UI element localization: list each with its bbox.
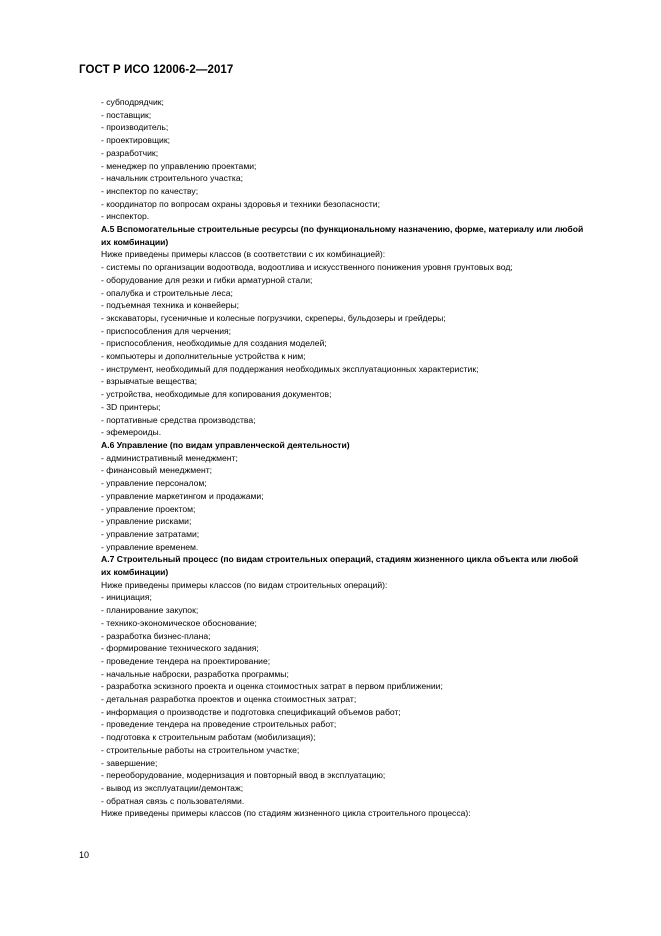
list-item: - инициация; xyxy=(101,592,152,603)
page-number: 10 xyxy=(79,850,90,860)
list-item: - проведение тендера на проведение строительных работ; xyxy=(101,719,337,730)
list-item: - вывод из эксплуатации/демонтаж; xyxy=(101,782,244,793)
list-item: - приспособления для черчения; xyxy=(101,325,232,336)
list-item: - проведение тендера на проектирование; xyxy=(101,655,271,666)
list-item: - разработка бизнес-плана; xyxy=(101,630,211,641)
list-item: - разработка эскизного проекта и оценка стоимостных затрат в первом приближении; xyxy=(101,681,443,692)
section-heading-a7: А.7 Строительный процесс (по видам строительных операций, стадиям жизненного цикла объекта или любой их комбинации) xyxy=(101,554,579,578)
list-item: - компьютеры и дополнительные устройства к ним; xyxy=(101,351,306,362)
list-item: - инспектор по качеству; xyxy=(101,185,199,196)
list-item: - переоборудование, модернизация и повторный ввод в эксплуатацию; xyxy=(101,770,386,781)
list-item: - управление рисками; xyxy=(101,516,192,527)
list-item: - эфемероиды. xyxy=(101,427,162,438)
list-item: - начальные наброски, разработка программы; xyxy=(101,668,289,679)
section-intro-a7: Ниже приведены примеры классов (по видам строительных операций): xyxy=(101,579,388,590)
list-item: - оборудование для резки и гибки арматурной стали; xyxy=(101,274,313,285)
section-outro-a7: Ниже приведены примеры классов (по стадиям жизненного цикла строительного процесса): xyxy=(101,808,471,819)
list-item: - подъемная техника и конвейеры; xyxy=(101,300,240,311)
list-item: - управление затратами; xyxy=(101,528,200,539)
list-item: - разработчик; xyxy=(101,147,159,158)
list-item: - технико-экономическое обоснование; xyxy=(101,617,257,628)
list-item: - формирование технического задания; xyxy=(101,643,259,654)
list-item: - административный менеджмент; xyxy=(101,452,238,463)
list-item: - планирование закупок; xyxy=(101,605,199,616)
list-item: - экскаваторы, гусеничные и колесные погрузчики, скреперы, бульдозеры и грейдеры; xyxy=(101,312,446,323)
list-item: - портативные средства производства; xyxy=(101,414,256,425)
list-item: - координатор по вопросам охраны здоровья и техники безопасности; xyxy=(101,198,380,209)
list-item: - информация о производстве и подготовка спецификаций объемов работ; xyxy=(101,706,401,717)
list-item: - устройства, необходимые для копирования документов; xyxy=(101,389,332,400)
list-item: - начальник строительного участка; xyxy=(101,173,243,184)
list-item: - взрывчатые вещества; xyxy=(101,376,198,387)
list-item: - детальная разработка проектов и оценка стоимостных затрат; xyxy=(101,694,357,705)
list-item: - финансовый менеджмент; xyxy=(101,465,213,476)
section-heading-a6: А.6 Управление (по видам управленческой деятельности) xyxy=(101,439,350,450)
document-header: ГОСТ Р ИСО 12006-2—2017 xyxy=(79,64,234,76)
list-item: - проектировщик; xyxy=(101,135,170,146)
list-item: - строительные работы на строительном участке; xyxy=(101,744,300,755)
list-item: - приспособления, необходимые для создания моделей; xyxy=(101,338,327,349)
list-item: - 3D принтеры; xyxy=(101,401,161,412)
list-item: - обратная связь с пользователями. xyxy=(101,795,245,806)
list-item: - управление маркетингом и продажами; xyxy=(101,490,264,501)
list-item: - завершение; xyxy=(101,757,158,768)
list-block-a7 xyxy=(79,591,589,807)
list-item: - производитель; xyxy=(101,122,169,133)
list-item: - поставщик; xyxy=(101,109,152,120)
list-item: - субподрядчик; xyxy=(101,97,164,107)
list-item: - менеджер по управлению проектами; xyxy=(101,160,257,171)
list-item: - инструмент, необходимый для поддержания необходимых эксплуатационных характеристик; xyxy=(101,363,479,374)
section-intro-a5: Ниже приведены примеры классов (в соответствии с их комбинацией): xyxy=(101,249,386,260)
list-item: - управление персоналом; xyxy=(101,478,207,489)
list-item: - инспектор. xyxy=(101,211,150,222)
list-item: - подготовка к строительным работам (мобилизация); xyxy=(101,732,316,743)
list-block-a6 xyxy=(79,452,589,554)
page-content xyxy=(79,96,589,820)
list-item: - управление проектом; xyxy=(101,503,196,514)
list-item: - системы по организации водоотвода, водоотлива и искусственного понижения уровня грунтовых вод; xyxy=(101,262,513,273)
list-item: - опалубка и строительные леса; xyxy=(101,287,233,298)
list-item: - управление временем. xyxy=(101,541,199,552)
section-heading-a5: А.5 Вспомогательные строительные ресурсы (по функциональному назначению, форме, материалу или любой их комбинации) xyxy=(101,224,584,247)
list-block-a5 xyxy=(79,261,589,439)
list-block-roles xyxy=(79,96,589,223)
